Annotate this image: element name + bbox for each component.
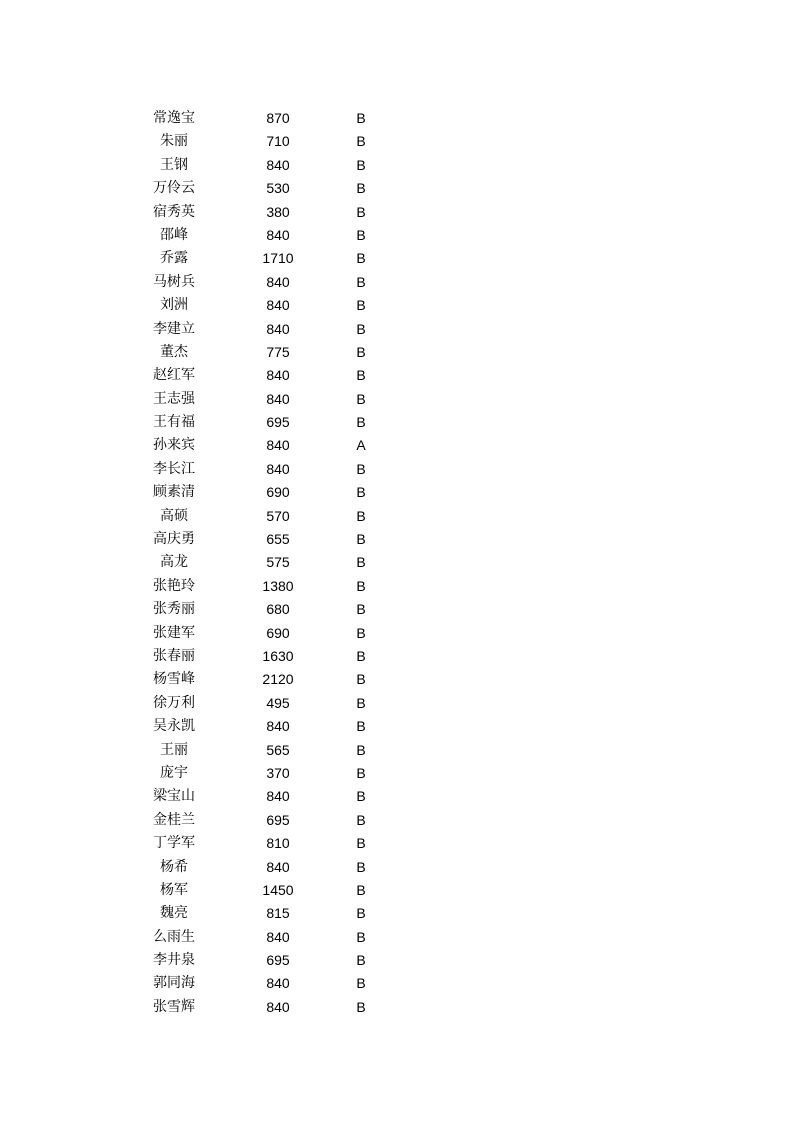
value-cell: 690 — [266, 484, 290, 501]
name-cell: 王志强 — [153, 390, 195, 407]
value-cell: 840 — [266, 390, 290, 407]
name-cell: 郭同海 — [153, 975, 195, 992]
table-row — [114, 622, 400, 645]
name-cell: 李长江 — [153, 460, 195, 477]
table-row — [114, 505, 400, 528]
name-cell: 高龙 — [160, 554, 188, 571]
name-cell: 常逸宝 — [153, 110, 195, 126]
grade-cell: B — [356, 975, 366, 992]
table-row — [114, 294, 400, 317]
value-cell: 840 — [266, 975, 290, 992]
grade-cell: B — [356, 390, 366, 407]
table-row — [114, 271, 400, 294]
value-cell: 840 — [266, 998, 290, 1015]
value-cell: 565 — [266, 741, 290, 758]
table-row — [114, 434, 400, 457]
name-cell: 张艳玲 — [153, 577, 195, 594]
value-cell: 840 — [266, 297, 290, 314]
value-cell: 840 — [266, 437, 290, 454]
table-row — [114, 177, 400, 200]
grade-cell: B — [356, 624, 366, 641]
grade-cell: B — [356, 203, 366, 220]
table-row — [114, 388, 400, 411]
grade-cell: B — [356, 507, 366, 524]
table-row — [114, 528, 400, 551]
name-cell: 李井泉 — [153, 952, 195, 969]
name-cell: 邵峰 — [160, 226, 188, 243]
table-row — [114, 411, 400, 434]
grade-cell: B — [356, 718, 366, 735]
table-row — [114, 598, 400, 621]
table-row — [114, 201, 400, 224]
grade-cell: B — [356, 554, 366, 571]
name-cell: 么雨生 — [153, 928, 195, 945]
name-cell: 朱丽 — [160, 133, 188, 150]
table-row — [114, 809, 400, 832]
table-row — [114, 575, 400, 598]
table-row — [114, 926, 400, 949]
table-row — [114, 715, 400, 738]
name-cell: 赵红军 — [153, 367, 195, 384]
grade-cell: B — [356, 952, 366, 969]
grade-cell: B — [356, 273, 366, 290]
name-cell: 顾素清 — [153, 484, 195, 501]
value-cell: 655 — [266, 531, 290, 548]
grade-cell: B — [356, 647, 366, 664]
grade-cell: B — [356, 226, 366, 243]
table-row — [114, 949, 400, 972]
table-row — [114, 762, 400, 785]
table-row — [114, 645, 400, 668]
value-cell: 495 — [266, 694, 290, 711]
value-cell: 680 — [266, 601, 290, 618]
grade-cell: B — [356, 835, 366, 852]
table-row — [114, 458, 400, 481]
grade-cell: B — [356, 250, 366, 267]
grade-cell: B — [356, 811, 366, 828]
table-row — [114, 996, 400, 1019]
table-row — [114, 130, 400, 153]
grade-cell: B — [356, 858, 366, 875]
value-cell: 1380 — [262, 577, 294, 594]
name-cell: 高硕 — [160, 507, 188, 524]
value-cell: 840 — [266, 788, 290, 805]
name-cell: 李建立 — [153, 320, 195, 337]
grade-cell: B — [356, 928, 366, 945]
table-row — [114, 224, 400, 247]
table-row — [114, 107, 400, 130]
name-cell: 马树兵 — [153, 273, 195, 290]
value-cell: 840 — [266, 858, 290, 875]
name-cell: 徐万利 — [153, 694, 195, 711]
name-cell: 魏亮 — [160, 905, 188, 922]
grade-cell: B — [356, 156, 366, 173]
value-cell: 840 — [266, 367, 290, 384]
value-cell: 840 — [266, 718, 290, 735]
grade-cell: B — [356, 694, 366, 711]
name-cell: 刘洲 — [160, 297, 188, 314]
table-row — [114, 785, 400, 808]
grade-cell: B — [356, 414, 366, 431]
name-cell: 孙来宾 — [153, 437, 195, 454]
name-cell: 金桂兰 — [153, 811, 195, 828]
name-cell: 董杰 — [160, 343, 188, 360]
value-cell: 1710 — [262, 250, 294, 267]
grade-cell: B — [356, 741, 366, 758]
grade-cell: B — [356, 601, 366, 618]
name-cell: 吴永凯 — [153, 718, 195, 735]
value-cell: 695 — [266, 952, 290, 969]
grade-cell: B — [356, 671, 366, 688]
table-row — [114, 341, 400, 364]
value-cell: 840 — [266, 460, 290, 477]
grade-cell: B — [356, 998, 366, 1015]
name-cell: 张雪辉 — [153, 998, 195, 1015]
grade-cell: B — [356, 343, 366, 360]
table-row — [114, 481, 400, 504]
value-cell: 1630 — [262, 647, 294, 664]
name-cell: 高庆勇 — [153, 531, 195, 548]
table-row — [114, 739, 400, 762]
grade-cell: B — [356, 577, 366, 594]
value-cell: 690 — [266, 624, 290, 641]
value-cell: 870 — [266, 110, 290, 126]
value-cell: 575 — [266, 554, 290, 571]
table-row — [114, 551, 400, 574]
grade-cell: B — [356, 110, 366, 126]
value-cell: 810 — [266, 835, 290, 852]
value-cell: 370 — [266, 764, 290, 781]
name-cell: 张春丽 — [153, 647, 195, 664]
grade-cell: B — [356, 764, 366, 781]
value-cell: 840 — [266, 928, 290, 945]
grade-cell: B — [356, 905, 366, 922]
value-cell: 840 — [266, 156, 290, 173]
value-cell: 710 — [266, 133, 290, 150]
grade-cell: A — [356, 437, 366, 454]
table-row — [114, 668, 400, 691]
grade-cell: B — [356, 460, 366, 477]
name-cell: 杨军 — [160, 881, 188, 898]
grade-cell: B — [356, 788, 366, 805]
table-row — [114, 972, 400, 995]
grade-cell: B — [356, 133, 366, 150]
value-cell: 695 — [266, 811, 290, 828]
name-cell: 梁宝山 — [153, 788, 195, 805]
name-cell: 丁学军 — [153, 835, 195, 852]
grade-cell: B — [356, 881, 366, 898]
grade-cell: B — [356, 320, 366, 337]
value-cell: 570 — [266, 507, 290, 524]
table-row — [114, 856, 400, 879]
name-cell: 宿秀英 — [153, 203, 195, 220]
table-row — [114, 832, 400, 855]
name-cell: 万伶云 — [153, 180, 195, 197]
name-cell: 王钢 — [160, 156, 188, 173]
grade-cell: B — [356, 367, 366, 384]
value-cell: 380 — [266, 203, 290, 220]
grade-cell: B — [356, 180, 366, 197]
table-row — [114, 692, 400, 715]
value-cell: 840 — [266, 226, 290, 243]
name-cell: 王有福 — [153, 414, 195, 431]
value-cell: 840 — [266, 273, 290, 290]
name-cell: 王丽 — [160, 741, 188, 758]
value-cell: 530 — [266, 180, 290, 197]
value-cell: 695 — [266, 414, 290, 431]
grade-cell: B — [356, 484, 366, 501]
grade-cell: B — [356, 297, 366, 314]
grade-cell: B — [356, 531, 366, 548]
name-cell: 张建军 — [153, 624, 195, 641]
table-row — [114, 247, 400, 270]
value-cell: 815 — [266, 905, 290, 922]
name-cell: 张秀丽 — [153, 601, 195, 618]
value-cell: 840 — [266, 320, 290, 337]
value-cell: 775 — [266, 343, 290, 360]
name-cell: 杨雪峰 — [153, 671, 195, 688]
table-row — [114, 902, 400, 925]
name-cell: 乔露 — [160, 250, 188, 267]
name-cell: 庞宇 — [160, 764, 188, 781]
table-row — [114, 154, 400, 177]
table-row — [114, 879, 400, 902]
roster-table — [114, 107, 400, 1019]
value-cell: 1450 — [262, 881, 294, 898]
name-cell: 杨希 — [160, 858, 188, 875]
table-row — [114, 364, 400, 387]
value-cell: 2120 — [262, 671, 294, 688]
table-row — [114, 318, 400, 341]
